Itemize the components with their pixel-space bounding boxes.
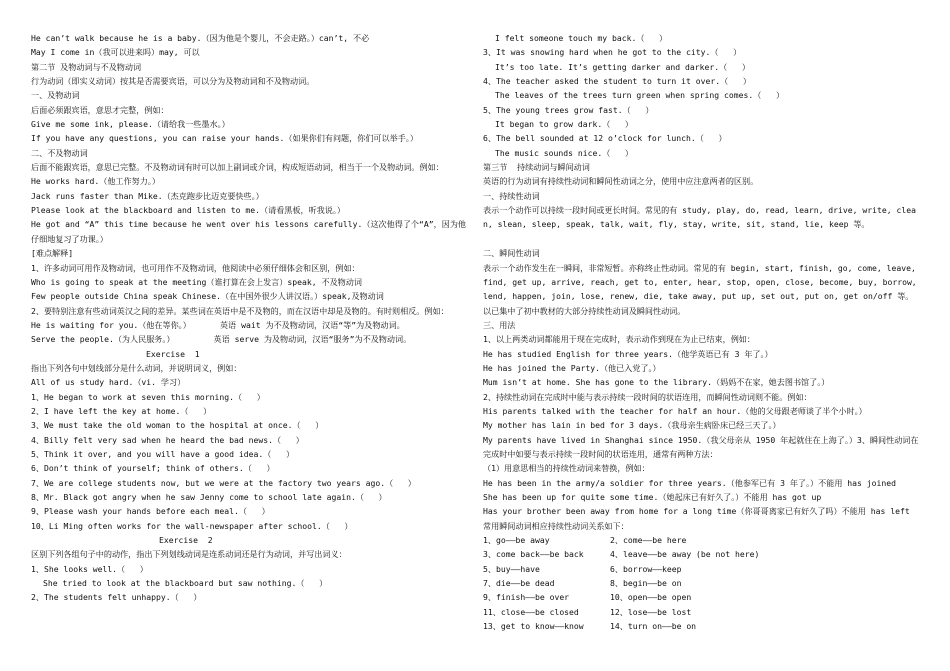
- verb-pair-row: [483, 562, 921, 576]
- text-line: Few people outside China speak Chinese.（在中国外很少人讲汉语。）speak,及物动词: [31, 291, 384, 302]
- verb-pair-right: 4、leave——be away (be not here): [610, 549, 760, 560]
- verb-pair-left: 13、get to know——know: [483, 621, 584, 632]
- text-line: His parents talked with the teacher for half an hour.（他的父母跟老师谈了半个小时。）: [483, 405, 867, 416]
- verb-pair-row: [483, 605, 921, 619]
- text-line: If you have any questions, you can raise your hands.（如果你们有问题，你们可以举手。）: [31, 133, 418, 144]
- verb-pair-left: 7、die——be dead: [483, 578, 555, 589]
- right-column: [483, 31, 921, 633]
- text-line: She has been up for quite some time.（她起床已有好久了。）不能用 has got up: [483, 492, 822, 502]
- text-line: 2、I have left the key at home.（ ）: [31, 405, 212, 416]
- text-line: 3、It was snowing hard when he got to the city.（ ）: [483, 47, 742, 58]
- text-line: 区别下列各组句子中的动作，指出下列划线动词是连系动词还是行为动词，并写出词义：: [31, 549, 347, 560]
- text-line: She tried to look at the blackboard but saw nothing.（ ）: [43, 578, 328, 589]
- left-column: [31, 31, 469, 605]
- text-line: 英语的行为动词有持续性动词和瞬间性动词之分，使用中应注意两者的区别。: [483, 176, 759, 187]
- text-line: [483, 232, 921, 246]
- verb-pair-right: 8、begin——be on: [610, 578, 682, 589]
- text-line: 三、用法: [483, 319, 516, 330]
- text-line: 5、Think it over, and you will have a good idea.（ ）: [31, 448, 295, 459]
- text-line: 1、以上两类动词都能用于现在完成时，表示动作到现在为止已结束，例如：: [483, 334, 755, 345]
- text-line: He is waiting for you.（他在等你。） 英语 wait 为不及物动词，汉语“等”为及物动词。: [31, 319, 405, 330]
- verb-pair-right: 12、lose——be lost: [610, 606, 692, 617]
- verb-pair-right: 10、open——be open: [610, 592, 692, 603]
- text-line: 2、持续性动词在完成时中能与表示持续一段时间的状语连用，而瞬间性动词则不能。例如：: [483, 391, 812, 402]
- text-line: 第二节 及物动词与不及物动词: [31, 61, 142, 72]
- text-line: 后面不能跟宾语，意思已完整。不及物动词有时可以加上副词或介词，构成短语动词，相当于一个及物动词。例如：: [31, 162, 444, 173]
- text-line: May I come in（我可以进来吗）may, 可以: [31, 47, 200, 58]
- text-line: 表示一个动作发生在一瞬间，非常短暂。亦称终止性动词。常见的有 begin, start, finish, go, come, leave, find, get up, arrive, reach, get to, enter, hear, stop, open, close, become, buy, borrow, lend, happen, join, lose, renew, die, take away, put up, set out, put on, get on/off 等。以已集中了初中教材的大部分持续性动词及瞬间性动词。: [483, 262, 922, 316]
- verb-pair-left: 5、buy——have: [483, 563, 540, 574]
- text-line: Jack runs faster than Mike.（杰克跑步比迈克要快些。）: [31, 190, 264, 201]
- text-line: 一、持续性动词: [483, 190, 540, 201]
- text-line: 常用瞬间动词相应持续性动词关系如下：: [483, 520, 629, 531]
- text-line: 指出下列各句中划线部分是什么动词，并说明词义，例如：: [31, 362, 242, 373]
- verb-pair-left: 9、finish——be over: [483, 592, 570, 603]
- verb-pair-right: 14、turn on——be on: [610, 621, 697, 632]
- text-line: Exercise 1: [146, 348, 200, 359]
- text-line: My parents have lived in Shanghai since 1950.（我父母亲从 1950 年起就住在上海了。）3、瞬间性动词在完成时中如要与表示持续一段时间的状语连用，通常有两种方法：: [483, 434, 919, 459]
- text-line: 1、She looks well.（ ）: [31, 563, 148, 574]
- text-line: Exercise 2: [159, 535, 213, 546]
- text-line: 9、Please wash your hands before each meal.（ ）: [31, 506, 270, 517]
- text-line: 二、不及物动词: [31, 147, 88, 158]
- text-line: 表示一个动作可以持续一段时间或更长时间。常见的有 study, play, do, read, learn, drive, write, clean, slean, sleep, speak, talk, wait, fly, stay, write, sit, stand, lie, keep 等。: [483, 205, 917, 230]
- verb-pair-left: 3、come back——be back: [483, 549, 584, 560]
- text-line: Has your brother been away from home for a long time（你哥哥离家已有好久了吗）不能用 has left: [483, 506, 910, 517]
- text-line: 1、He began to work at seven this morning.（ ）: [31, 391, 265, 402]
- text-line: [难点解释]: [31, 248, 74, 259]
- verb-pair-row: [483, 576, 921, 590]
- text-line: It’s too late. It’s getting darker and darker.（ ）: [495, 61, 750, 72]
- text-line: It began to grow dark.（ ）: [495, 119, 634, 130]
- verb-pair-row: [483, 619, 921, 633]
- verb-pair-row: [483, 547, 921, 561]
- text-line: 5、The young trees grow fast.（ ）: [483, 104, 654, 115]
- verb-pair-left: 1、go——be away: [483, 535, 550, 546]
- text-line: 6、The bell sounded at 12 o’clock for lunch.（ ）: [483, 133, 727, 144]
- text-line: I felt someone touch my back.（ ）: [495, 33, 668, 43]
- text-line: 1、许多动词可用作及物动词，也可用作不及物动词，他阅读中必须仔细体会和区别，例如：: [31, 262, 360, 273]
- text-line: He can’t walk because he is a baby.（因为他是个婴儿，不会走路。）can’t, 不必: [31, 33, 370, 43]
- text-line: 后面必须跟宾语，意思才完整，例如：: [31, 104, 169, 115]
- text-line: 4、The teacher asked the student to turn it over.（ ）: [483, 76, 751, 87]
- text-line: （1）用意思相当的持续性动词来替换，例如：: [483, 463, 650, 474]
- text-line: 2、要特别注意有些动词英汉之间的差异。某些词在英语中是不及物的，而在汉语中却是及物的。有时则相反。例如：: [31, 305, 449, 316]
- text-line: He has joined the Party.（他已入党了。）: [483, 362, 661, 373]
- text-line: He has been in the army/a soldier for three years.（他参军已有 3 年了。）不能用 has joined: [483, 477, 897, 488]
- text-line: 一、及物动词: [31, 90, 80, 101]
- text-line: He got and “A” this time because he went over his lessons carefully.（这次他得了个“A”，因为他仔细地复习了功课。）: [31, 219, 467, 244]
- text-line: He works hard.（他工作努力。）: [31, 176, 160, 187]
- text-line: Serve the people.（为人民服务。） 英语 serve 为及物动词，汉语“服务”为不及物动词。: [31, 334, 412, 345]
- text-line: 7、We are college students now, but we were at the factory two years ago.（ ）: [31, 477, 416, 488]
- text-line: Give me some ink, please.（请给我一些墨水。）: [31, 119, 230, 130]
- text-line: 6、Don’t think of yourself; think of others.（ ）: [31, 463, 275, 474]
- text-line: 行为动词（即实义动词）按其是否需要宾语，可以分为及物动词和不及物动词。: [31, 76, 315, 87]
- text-line: Who is going to speak at the meeting（谁打算在会上发言）speak, 不及物动词: [31, 276, 362, 287]
- text-line: All of us study hard.（vi. 学习）: [31, 377, 186, 388]
- text-line: The music sounds nice.（ ）: [495, 147, 634, 158]
- text-line: Mum isn’t at home. She has gone to the library.（妈妈不在家，她去图书馆了。）: [483, 377, 830, 388]
- verb-pair-row: [483, 590, 921, 604]
- text-line: Please look at the blackboard and listen to me.（请看黑板，听我说。）: [31, 205, 346, 216]
- text-line: 8、Mr. Black got angry when he saw Jenny come to school late again.（ ）: [31, 492, 387, 502]
- verb-pair-right: 2、come——be here: [610, 535, 687, 546]
- text-line: 4、Billy felt very sad when he heard the bad news.（ ）: [31, 434, 304, 445]
- text-line: My mother has lain in bed for 3 days.（我母亲生病卧床已经三天了。）: [483, 420, 781, 431]
- text-line: The leaves of the trees turn green when spring comes.（ ）: [495, 90, 785, 101]
- text-line: He has studied English for three years.（他学英语已有 3 年了。）: [483, 348, 773, 359]
- text-line: 10、Li Ming often works for the wall-newspaper after school.（ ）: [31, 520, 353, 531]
- text-line: 2、The students felt unhappy.（ ）: [31, 592, 202, 603]
- verb-pair-right: 6、borrow——keep: [610, 563, 682, 574]
- text-line: 二、瞬间性动词: [483, 248, 540, 259]
- text-line: 3、We must take the old woman to the hospital at once.（ ）: [31, 420, 324, 431]
- verb-pair-left: 11、close——be closed: [483, 606, 579, 617]
- text-line: 第三节 持续动词与瞬间动词: [483, 162, 590, 173]
- verb-pair-row: [483, 533, 921, 547]
